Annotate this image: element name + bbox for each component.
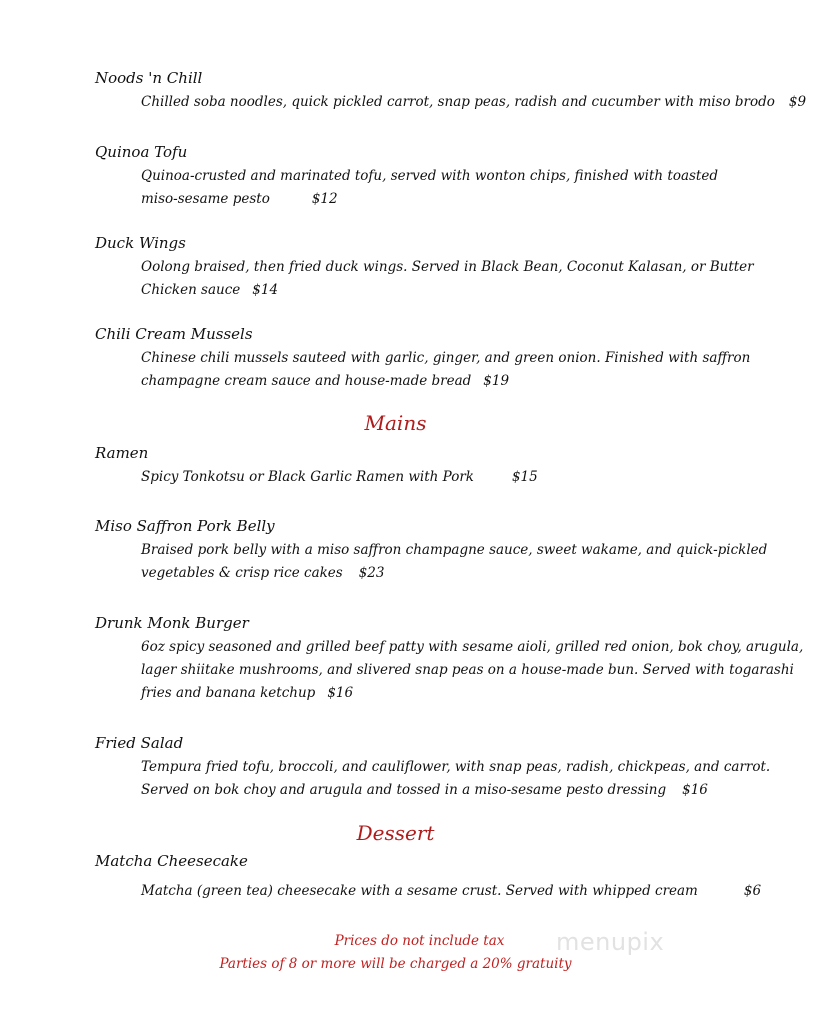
item-price: $9 (788, 94, 807, 110)
item-title: Noods 'n Chill (95, 69, 203, 87)
item-title: Drunk Monk Burger (95, 614, 249, 632)
item-description: miso-sesame pesto $12 (141, 188, 338, 211)
section-heading-mains: Mains (364, 411, 427, 435)
tax-note: Prices do not include tax (334, 933, 505, 949)
item-title: Chili Cream Mussels (95, 325, 253, 343)
item-description: vegetables & crisp rice cakes $23 (141, 562, 385, 585)
item-description: Braised pork belly with a miso saffron champagne sauce, sweet wakame, and quick-pickled (141, 542, 768, 558)
item-description: champagne cream sauce and house-made bread $19 (141, 370, 509, 393)
item-description: 6oz spicy seasoned and grilled beef patty with sesame aioli, grilled red onion, bok choy, arugula, (141, 639, 804, 655)
gratuity-note: Parties of 8 or more will be charged a 20% gratuity (219, 956, 572, 972)
item-price: $19 (483, 373, 510, 389)
item-description: Chinese chili mussels sauteed with garlic, ginger, and green onion. Finished with saffron (141, 350, 751, 366)
item-description: fries and banana ketchup $16 (141, 682, 353, 705)
item-price: $23 (358, 565, 385, 581)
item-description: Chilled soba noodles, quick pickled carrot, snap peas, radish and cucumber with miso brodo $9 (141, 91, 806, 114)
item-price: $15 (511, 469, 538, 485)
item-price: $12 (311, 191, 338, 207)
item-description: Spicy Tonkotsu or Black Garlic Ramen with Pork $15 (141, 466, 538, 489)
item-description: Quinoa-crusted and marinated tofu, served with wonton chips, finished with toasted (141, 168, 718, 184)
item-description: Matcha (green tea) cheesecake with a sesame crust. Served with whipped cream $6 (141, 880, 761, 903)
item-title: Duck Wings (95, 234, 186, 252)
item-price: $16 (682, 782, 708, 798)
item-title: Fried Salad (95, 734, 184, 752)
menupix-watermark: menupix (556, 928, 665, 956)
item-description: Tempura fried tofu, broccoli, and cauliflower, with snap peas, radish, chickpeas, and carrot. (141, 759, 771, 775)
item-title: Miso Saffron Pork Belly (95, 517, 275, 535)
item-price: $6 (743, 883, 762, 899)
item-title: Quinoa Tofu (95, 143, 188, 161)
item-description: Oolong braised, then fried duck wings. Served in Black Bean, Coconut Kalasan, or Butter (141, 259, 754, 275)
section-heading-dessert: Dessert (356, 821, 435, 845)
item-description: lager shiitake mushrooms, and slivered snap peas on a house-made bun. Served with togarashi (141, 662, 794, 678)
item-description: Served on bok choy and arugula and tossed in a miso-sesame pesto dressing $16 (141, 779, 708, 802)
item-price: $14 (252, 282, 279, 298)
item-price: $16 (327, 685, 354, 701)
item-description: Chicken sauce $14 (141, 279, 278, 302)
item-title: Matcha Cheesecake (95, 852, 248, 870)
item-title: Ramen (95, 444, 149, 462)
